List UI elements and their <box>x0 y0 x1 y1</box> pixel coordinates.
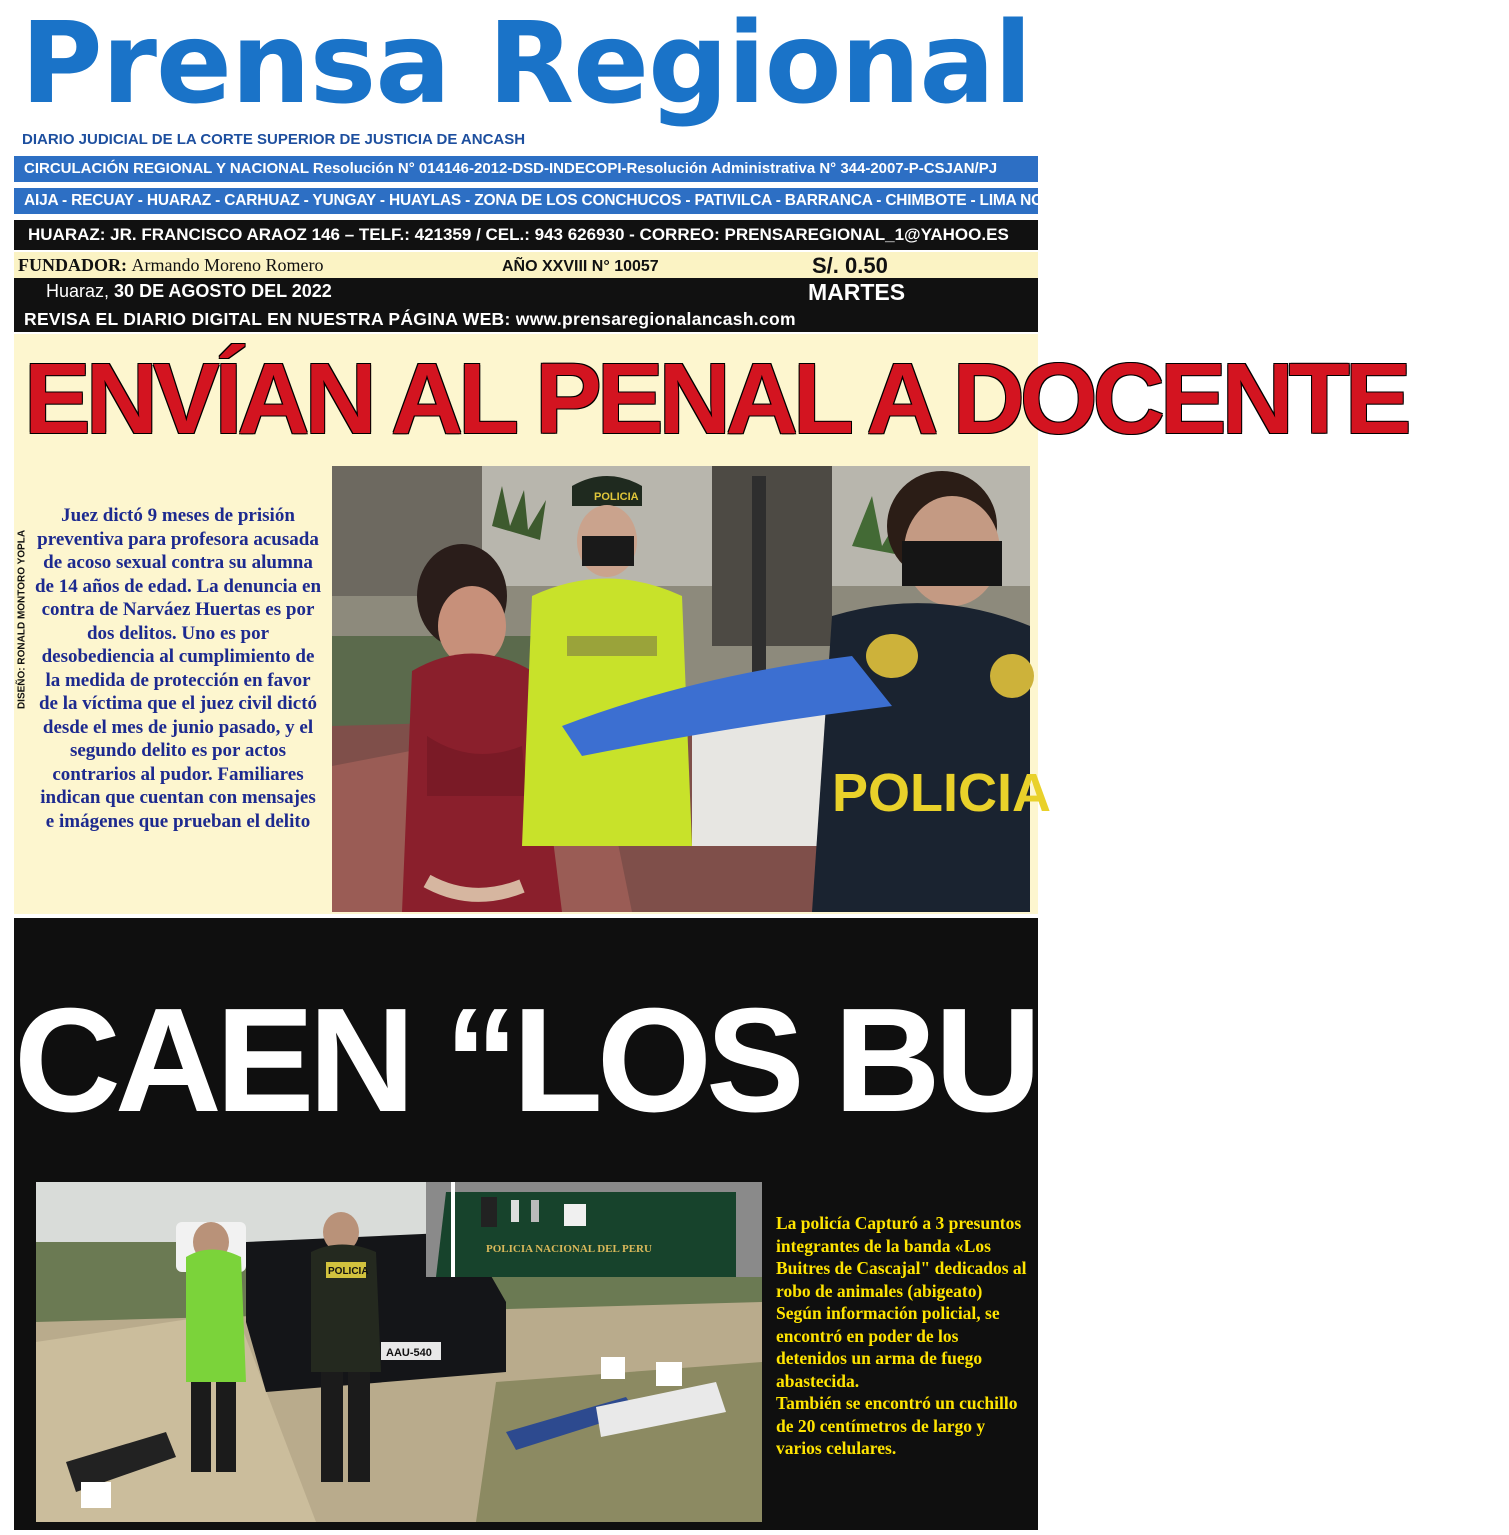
headline-buitres: CAEN “LOS BUITRES” <box>14 978 1509 1143</box>
price: S/. 0.50 <box>812 253 888 278</box>
website-line: REVISA EL DIARIO DIGITAL EN NUESTRA PÁGINA WEB: www.prensaregionalancash.com <box>14 306 1038 332</box>
masthead <box>0 0 1052 130</box>
founder-line <box>18 255 323 276</box>
photo-gang-captured-image <box>36 1182 762 1522</box>
founder-label: FUNDADOR: <box>18 255 127 275</box>
founder-name: Armando Moreno Romero <box>131 255 324 275</box>
issue-info-block <box>14 252 1038 332</box>
city: Huaraz, <box>46 281 110 301</box>
story-los-buitres <box>14 918 1509 1530</box>
weekday: MARTES <box>808 279 906 305</box>
photo-gang-captured <box>36 1182 762 1522</box>
date-text: 30 DE AGOSTO DEL 2022 <box>114 281 332 301</box>
issue-date <box>46 281 332 302</box>
photo-arrest-teacher <box>332 466 1052 912</box>
lead-teacher: Juez dictó 9 meses de prisión preventiva para profesora acusada de acoso sexual contra su alumna de 14 años de edad. La denuncia en contra de Narváez Huertas es por dos delitos. Uno es por desobediencia al cumplimiento de la medida de protección en favor de la víctima que el juez civil dictó desde el mes de junio pasado, y el segundo delito es por actos contrarios al pudor. Familiares indican que cuentan con mensajes e imágenes que prueban el delito <box>34 505 322 832</box>
circulation-bar: CIRCULACIÓN REGIONAL Y NACIONAL Resolución N° 014146-2012-DSD-INDECOPI-Resolución Administrativa N° 344-2007-P-CSJAN/PJ <box>14 156 1038 182</box>
date-strip <box>14 278 1038 308</box>
svg-text:POLICIA NACIONAL DEL PERU: POLICIA NACIONAL DEL PERU <box>486 1243 652 1255</box>
coverage-bar: AIJA - RECUAY - HUARAZ - CARHUAZ - YUNGAY - HUAYLAS - ZONA DE LOS CONCHUCOS - PATIVILCA - BARRANCA - CHIMBOTE - LIMA NORTE <box>14 188 1038 214</box>
newspaper-subtitle: DIARIO JUDICIAL DE LA CORTE SUPERIOR DE JUSTICIA DE ANCASH <box>22 131 526 148</box>
lead-buitres <box>776 1212 1032 1460</box>
issue-number: AÑO XXVIII N° 10057 <box>502 258 659 275</box>
photo-arrest-teacher-image <box>332 466 1052 912</box>
headline-teacher: ENVÍAN AL PENAL A DOCENTE <box>24 343 1407 455</box>
svg-text:AAU-540: AAU-540 <box>386 1347 432 1359</box>
svg-text:POLICIA: POLICIA <box>594 491 639 503</box>
lead-buitres-part-2: También se encontró un cuchillo de 20 centímetros de largo y varios celulares. <box>776 1393 1018 1458</box>
story-teacher-jailed <box>14 334 1407 914</box>
newspaper-title: Prensa Regional <box>20 0 1032 129</box>
address-bar: HUARAZ: JR. FRANCISCO ARAOZ 146 – TELF.: 421359 / CEL.: 943 626930 - CORREO: PRENSAREGIONAL_1@YAHOO.ES <box>14 220 1038 250</box>
svg-text:POLICIA: POLICIA <box>832 763 1052 823</box>
designer-credit: DISEÑO: RONALD MONTORO YOPLA <box>16 529 28 710</box>
lead-buitres-part-1: La policía Capturó a 3 presuntos integrantes de la banda «Los Buitres de Cascajal" dedicados al robo de animales (abigeato) Según información policial, se encontró en poder de los detenidos un arma de fuego abastecida. <box>776 1213 1027 1391</box>
svg-text:POLICIA: POLICIA <box>328 1266 369 1277</box>
